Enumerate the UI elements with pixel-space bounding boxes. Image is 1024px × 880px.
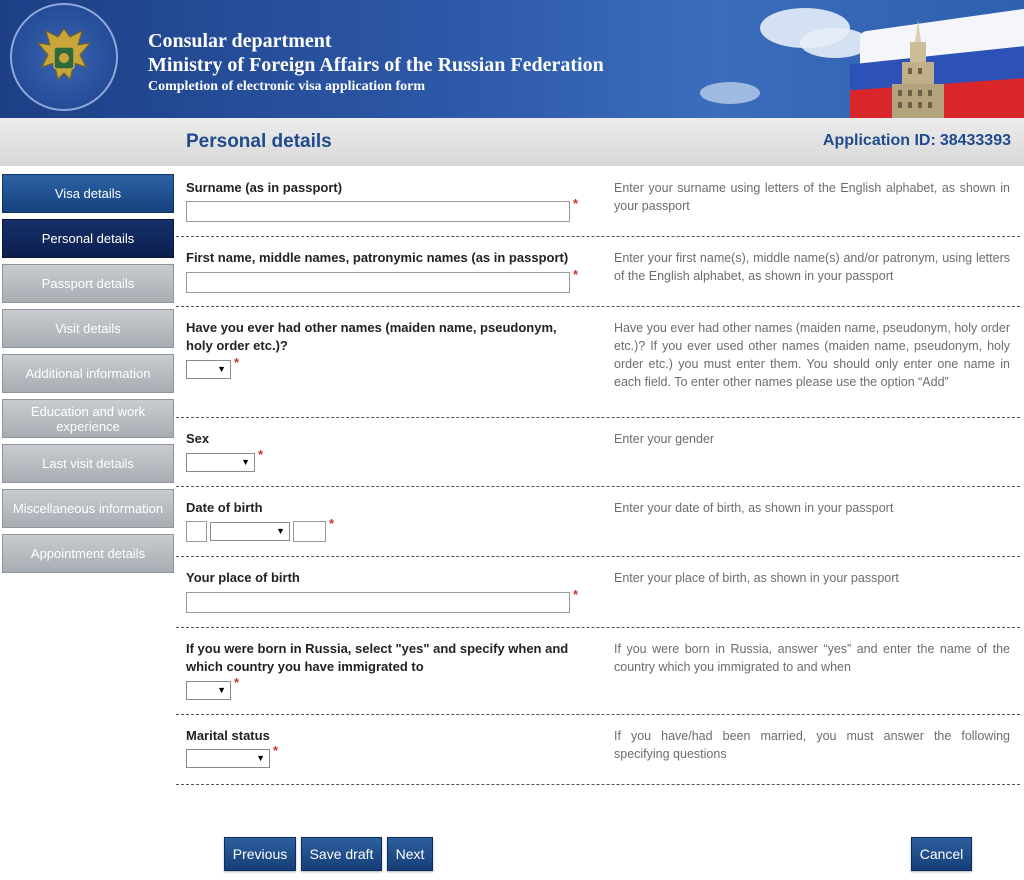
form-row-surname	[176, 166, 1020, 237]
chevron-down-icon: ▼	[241, 457, 250, 467]
cancel-button[interactable]: Cancel	[911, 837, 972, 871]
first-names-label: First name, middle names, patronymic names (as in passport)	[186, 250, 569, 265]
marital-status-select[interactable]	[186, 749, 270, 768]
other-names-select[interactable]	[186, 360, 231, 379]
form-subtitle: Completion of electronic visa application form	[148, 79, 425, 94]
next-button[interactable]: Next	[387, 837, 433, 871]
sidebar-item-education-work[interactable]: Education and work experience	[2, 399, 174, 438]
marital-status-help: If you have/had been married, you must answer the following specifying questions	[614, 729, 1010, 761]
sidebar-item-visa-details[interactable]: Visa details	[2, 174, 174, 213]
sidebar-item-appointment-details[interactable]: Appointment details	[2, 534, 174, 573]
sex-select[interactable]	[186, 453, 255, 472]
required-mark: *	[273, 743, 279, 758]
dob-year-input[interactable]	[293, 521, 326, 542]
ministry-emblem-icon	[10, 3, 118, 111]
date-of-birth-label: Date of birth	[186, 500, 263, 515]
form-row-other-names	[176, 307, 1020, 418]
department-name: Consular department	[148, 30, 332, 52]
born-in-russia-label: If you were born in Russia, select "yes" and specify when and which country you have immigrated to	[186, 641, 569, 674]
sex-help: Enter your gender	[614, 432, 715, 446]
form-row-born-in-russia	[176, 628, 1020, 715]
page-title: Personal details	[186, 131, 332, 152]
surname-input[interactable]	[186, 201, 570, 222]
first-names-input[interactable]	[186, 272, 570, 293]
required-mark: *	[573, 196, 579, 211]
place-of-birth-help: Enter your place of birth, as shown in your passport	[614, 571, 899, 585]
place-of-birth-label: Your place of birth	[186, 570, 300, 585]
form-row-sex	[176, 418, 1020, 487]
header-banner	[0, 0, 1024, 118]
application-id-label: Application ID:	[822, 132, 936, 149]
form-row-first-names	[176, 237, 1020, 307]
place-of-birth-input[interactable]	[186, 592, 570, 613]
save-draft-button[interactable]: Save draft	[301, 837, 382, 871]
form-row-date-of-birth	[176, 487, 1020, 557]
first-names-help: Enter your first name(s), middle name(s) and/or patronym, using letters of the English alphabet, as shown in your passport	[614, 251, 1010, 283]
born-in-russia-select[interactable]	[186, 681, 231, 700]
chevron-down-icon: ▼	[276, 526, 285, 536]
other-names-help: Have you ever had other names (maiden name, pseudonym, holy order etc.)? If you ever used other names (maiden name, pseudonym, holy order etc.) you must enter them. You should only enter one name in each field. To enter other names please use the option “Add”	[614, 321, 1010, 389]
ministry-building-icon	[888, 20, 948, 118]
previous-button[interactable]: Previous	[224, 837, 296, 871]
dob-day-input[interactable]	[186, 521, 207, 542]
sidebar-nav	[2, 174, 174, 579]
banner-text	[148, 30, 604, 96]
born-in-russia-help: If you were born in Russia, answer “yes” and enter the name of the country which you immigrated to and when	[614, 642, 1010, 674]
required-mark: *	[234, 675, 240, 690]
date-of-birth-help: Enter your date of birth, as shown in your passport	[614, 501, 894, 515]
sex-label: Sex	[186, 431, 210, 446]
personal-details-form	[176, 166, 1020, 785]
cloud-decoration	[700, 82, 760, 104]
application-id-value: 38433393	[939, 132, 1011, 149]
other-names-label: Have you ever had other names (maiden name, pseudonym, holy order etc.)?	[186, 320, 557, 353]
marital-status-label: Marital status	[186, 728, 270, 743]
surname-help: Enter your surname using letters of the English alphabet, as shown in your passport	[614, 181, 1010, 213]
required-mark: *	[329, 516, 335, 531]
sidebar-item-additional-information[interactable]: Additional information	[2, 354, 174, 393]
required-mark: *	[573, 587, 579, 602]
ministry-name: Ministry of Foreign Affairs of the Russian Federation	[148, 54, 604, 76]
required-mark: *	[258, 447, 264, 462]
chevron-down-icon: ▼	[217, 685, 226, 695]
dob-month-select[interactable]	[210, 522, 290, 541]
sidebar-item-last-visit-details[interactable]: Last visit details	[2, 444, 174, 483]
sidebar-item-passport-details[interactable]: Passport details	[2, 264, 174, 303]
section-title-bar	[0, 118, 1024, 166]
form-row-marital-status	[176, 715, 1020, 785]
surname-label: Surname (as in passport)	[186, 180, 343, 195]
sidebar-item-personal-details[interactable]: Personal details	[2, 219, 174, 258]
sidebar-item-visit-details[interactable]: Visit details	[2, 309, 174, 348]
application-id	[819, 132, 1011, 150]
sidebar-item-miscellaneous[interactable]: Miscellaneous information	[2, 489, 174, 528]
required-mark: *	[234, 355, 240, 370]
chevron-down-icon: ▼	[256, 753, 265, 763]
chevron-down-icon: ▼	[217, 364, 226, 374]
form-row-place-of-birth	[176, 557, 1020, 628]
required-mark: *	[573, 267, 579, 282]
